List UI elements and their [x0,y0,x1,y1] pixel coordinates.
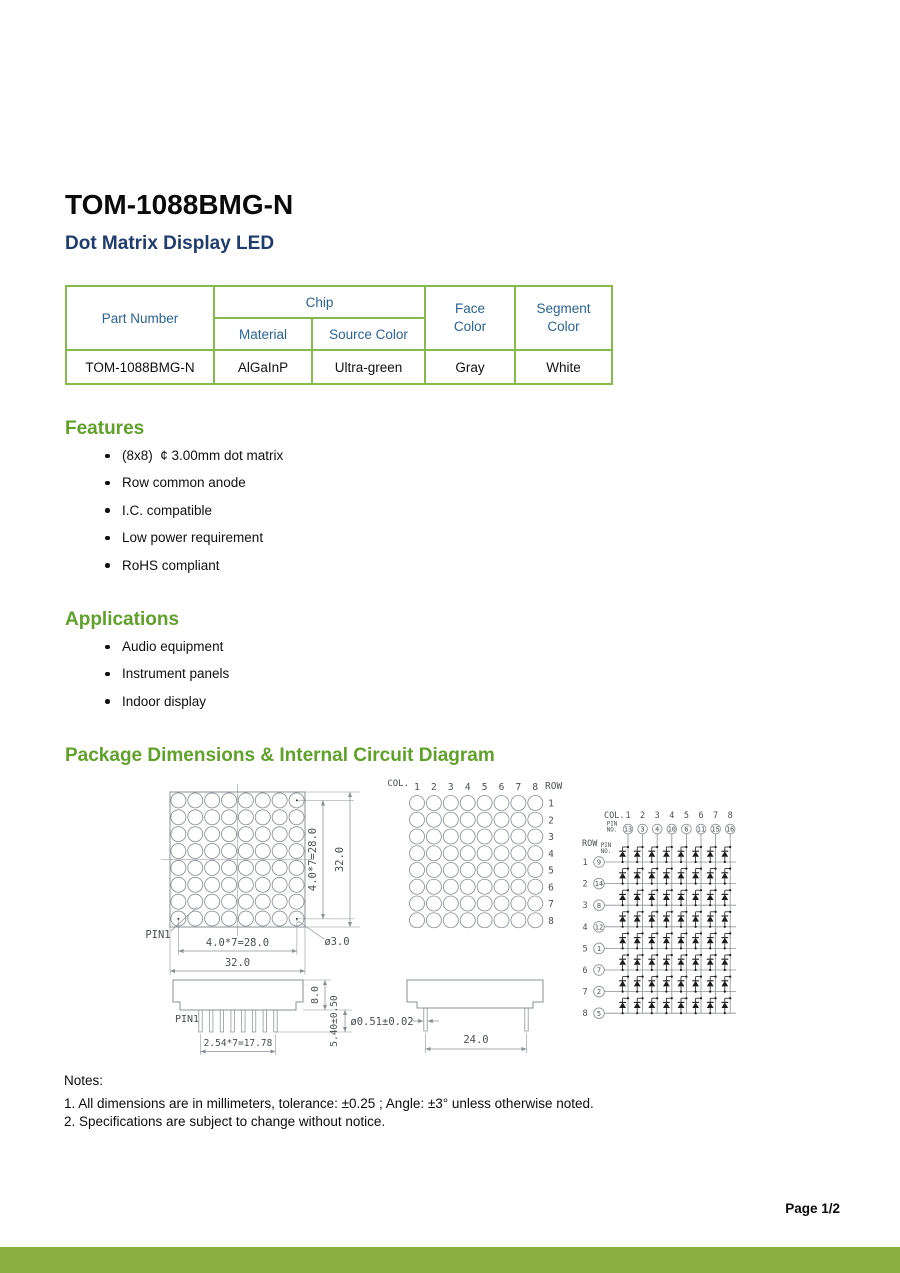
cell-source-color: Ultra-green [312,350,425,384]
svg-text:ø0.51±0.02: ø0.51±0.02 [350,1016,414,1028]
svg-text:4: 4 [582,922,588,933]
package-section-heading: Package Dimensions & Internal Circuit Diagram [65,745,495,766]
svg-text:32.0: 32.0 [334,846,346,873]
svg-text:ROW: ROW [582,839,598,849]
svg-text:10: 10 [667,825,676,834]
part-number-title: TOM-1088BMG-N [65,189,294,220]
svg-text:2: 2 [582,879,588,890]
svg-text:COL.: COL. [387,779,409,789]
svg-text:PIN1: PIN1 [145,929,171,941]
svg-text:13: 13 [623,825,633,834]
svg-text:32.0: 32.0 [224,957,251,969]
svg-text:5: 5 [481,782,488,793]
svg-text:24.0: 24.0 [463,1034,489,1046]
pin-grid-drawing [387,779,562,928]
notes-section [64,1073,594,1130]
header-face-color [425,286,515,350]
svg-text:5.40±0.50: 5.40±0.50 [329,995,340,1047]
applications-heading: Applications [65,609,180,630]
footer-color-bar [0,1247,900,1273]
svg-text:2: 2 [431,782,437,793]
svg-text:7: 7 [713,811,719,821]
svg-text:8.0: 8.0 [310,985,321,1005]
front-side-view-drawing [173,980,352,1055]
svg-text:PIN: PIN [606,821,618,828]
features-list [103,442,283,579]
lateral-side-view-drawing [350,980,543,1053]
cell-material: AlGaInP [214,350,312,384]
svg-text:3: 3 [640,825,645,834]
svg-text:16: 16 [726,825,735,834]
cell-face-color: Gray [425,350,515,384]
svg-text:3: 3 [654,811,660,821]
notes-heading: Notes: [64,1073,104,1088]
header-source-color: Source Color [312,318,425,350]
applications-list [103,633,229,715]
svg-text:8: 8 [727,811,733,821]
svg-text:2.54*7=17.78: 2.54*7=17.78 [203,1038,273,1049]
list-item: Row common anode [103,469,283,496]
internal-circuit-drawing [582,811,736,1019]
list-item: Low power requirement [103,524,283,551]
svg-text:11: 11 [696,825,706,834]
svg-text:14: 14 [594,880,604,889]
svg-text:6: 6 [698,811,704,821]
list-item: Instrument panels [103,660,229,687]
svg-text:6: 6 [498,782,505,793]
list-item: I.C. compatible [103,497,283,524]
header-part-number: Part Number [66,286,214,350]
page-number: Page 1/2 [785,1201,840,1216]
svg-text:7: 7 [582,987,588,998]
svg-text:4: 4 [669,811,675,821]
svg-text:6: 6 [582,966,588,976]
svg-text:5: 5 [596,1009,602,1018]
header-segment-color [515,286,612,350]
front-view-drawing [145,784,360,975]
svg-text:2: 2 [548,815,554,827]
svg-text:9: 9 [596,858,602,867]
svg-text:7: 7 [596,966,602,975]
svg-text:4.0*7=28.0: 4.0*7=28.0 [307,827,319,892]
svg-text:1: 1 [582,858,588,868]
list-item: 2. Specifications are subject to change without notice. [64,1113,386,1129]
svg-text:4.0*7=28.0: 4.0*7=28.0 [205,937,270,949]
svg-text:3: 3 [447,782,454,793]
svg-text:2: 2 [640,811,646,821]
list-item: (8x8) ¢ 3.00mm dot matrix [103,442,283,469]
package-dimensions-diagram [0,778,900,1070]
svg-text:1: 1 [414,782,420,793]
svg-text:PIN1: PIN1 [174,1014,200,1025]
notes-list [64,1095,594,1130]
spec-table [65,285,613,385]
features-heading: Features [65,418,145,439]
svg-text:8: 8 [548,915,554,927]
svg-text:4: 4 [548,848,554,860]
svg-text:1: 1 [625,811,631,821]
svg-text:ROW: ROW [545,781,563,792]
svg-text:5: 5 [548,865,554,877]
svg-text:6: 6 [684,825,689,834]
svg-text:5: 5 [582,944,588,955]
svg-text:ø3.0: ø3.0 [324,936,350,948]
svg-text:8: 8 [596,901,602,910]
header-chip: Chip [214,286,425,318]
svg-text:1: 1 [548,798,554,810]
svg-text:15: 15 [711,825,720,834]
svg-text:3: 3 [582,901,588,912]
svg-text:7: 7 [515,782,522,793]
list-item: RoHS compliant [103,552,283,579]
svg-text:3: 3 [548,832,554,843]
svg-text:4: 4 [655,825,660,834]
product-type-subtitle: Dot Matrix Display LED [65,233,275,254]
svg-text:4: 4 [464,782,471,793]
list-item: 1. All dimensions are in millimeters, tolerance: ±0.25 ; Angle: ±3° unless otherwise noted. [64,1096,594,1111]
svg-text:6: 6 [548,882,554,894]
svg-text:2: 2 [596,988,602,997]
svg-text:NO.: NO. [600,849,612,855]
cell-segment-color: White [515,350,612,384]
svg-text:5: 5 [683,811,689,821]
svg-text:PIN: PIN [600,843,612,849]
list-item: Audio equipment [103,633,229,660]
cell-part-number: TOM-1088BMG-N [66,350,214,384]
svg-text:1: 1 [596,945,602,953]
svg-text:8: 8 [582,1009,588,1020]
svg-text:NO.: NO. [606,827,618,834]
svg-text:8: 8 [532,782,539,793]
header-face-color-text: Face Color [453,301,487,334]
svg-text:COL.: COL. [604,811,625,821]
list-item: Indoor display [103,688,229,715]
header-segment-color-text: Segment Color [536,301,591,334]
header-material: Material [214,318,312,350]
svg-text:7: 7 [548,899,554,910]
svg-text:12: 12 [594,923,604,932]
